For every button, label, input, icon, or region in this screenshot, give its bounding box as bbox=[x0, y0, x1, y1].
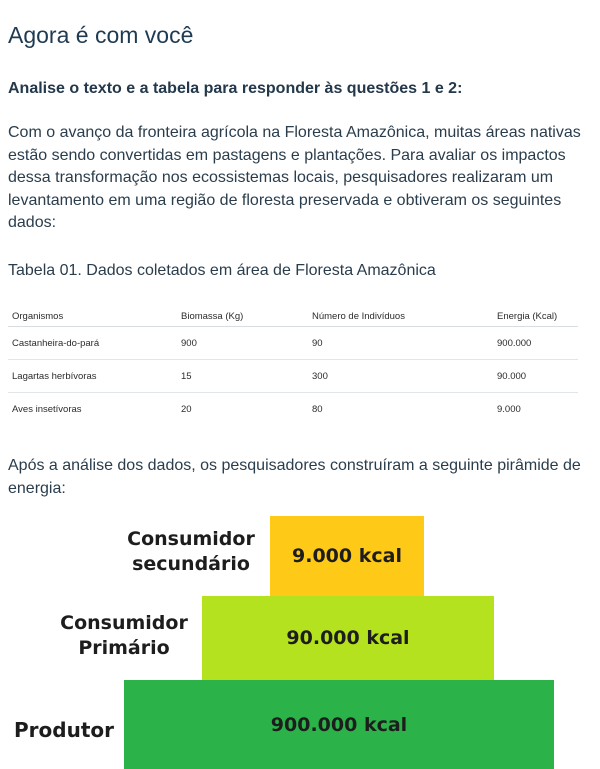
column-header-energia: Energia (Kcal) bbox=[493, 306, 578, 327]
column-header-individuos: Número de Indivíduos bbox=[308, 306, 493, 327]
tier-label-line: Consumidor bbox=[127, 528, 255, 550]
table-cell: 80 bbox=[312, 403, 323, 415]
tier-label-secundario bbox=[118, 527, 264, 577]
table-cell: Aves insetívoras bbox=[12, 403, 82, 415]
table-cell: 900 bbox=[177, 327, 308, 360]
table-row bbox=[8, 393, 578, 426]
table-cell: Lagartas herbívoras bbox=[8, 360, 177, 393]
table-cell: 90.000 bbox=[493, 360, 578, 393]
table-caption: Tabela 01. Dados coletados em área de Floresta Amazônica bbox=[8, 262, 436, 279]
instruction-text: Analise o texto e a tabela para responder às questões 1 e 2: bbox=[8, 80, 463, 97]
tier-value: 9.000 kcal bbox=[292, 545, 402, 567]
column-header-biomassa: Biomassa (Kg) bbox=[177, 306, 308, 327]
tier-value: 90.000 kcal bbox=[286, 627, 410, 649]
table-cell: 90 bbox=[308, 327, 493, 360]
table-cell: 20 bbox=[181, 403, 192, 415]
table-header-row bbox=[8, 306, 578, 327]
tier-label-line: Primário bbox=[78, 637, 170, 659]
tier-label-line: Consumidor bbox=[60, 612, 188, 634]
tier-label-produtor bbox=[8, 718, 120, 743]
tier-label-line: Produtor bbox=[14, 718, 114, 742]
table-row bbox=[8, 360, 578, 393]
table-row bbox=[8, 327, 578, 360]
column-header-organismos: Organismos bbox=[8, 306, 177, 327]
tier-bar-secundario bbox=[270, 516, 424, 596]
tier-bar-primario bbox=[202, 596, 494, 680]
table-cell: 300 bbox=[308, 360, 493, 393]
pyramid-intro-text: Após a análise dos dados, os pesquisadores construíram a seguinte pirâmide de energia: bbox=[8, 457, 581, 497]
table-cell: Castanheira-do-pará bbox=[8, 327, 177, 360]
tier-value: 900.000 kcal bbox=[270, 713, 408, 736]
table-cell: 15 bbox=[177, 360, 308, 393]
tier-label-primario bbox=[50, 611, 198, 661]
page-title: Agora é com você bbox=[8, 22, 194, 48]
tier-label-line: secundário bbox=[132, 553, 250, 575]
table-cell: 900.000 bbox=[493, 327, 578, 360]
data-table bbox=[8, 306, 578, 425]
tier-bar-produtor bbox=[124, 680, 554, 769]
context-paragraph: Com o avanço da fronteira agrícola na Floresta Amazônica, muitas áreas nativas estão sendo convertidas em pastagens e plantações. Para avaliar os impactos dessa transformação nos ecossistemas locais, pesquisadores realizaram um levantamento em uma região de floresta preservada e obtiveram os seguintes dados: bbox=[8, 124, 581, 231]
table-cell: 9.000 bbox=[497, 403, 521, 415]
